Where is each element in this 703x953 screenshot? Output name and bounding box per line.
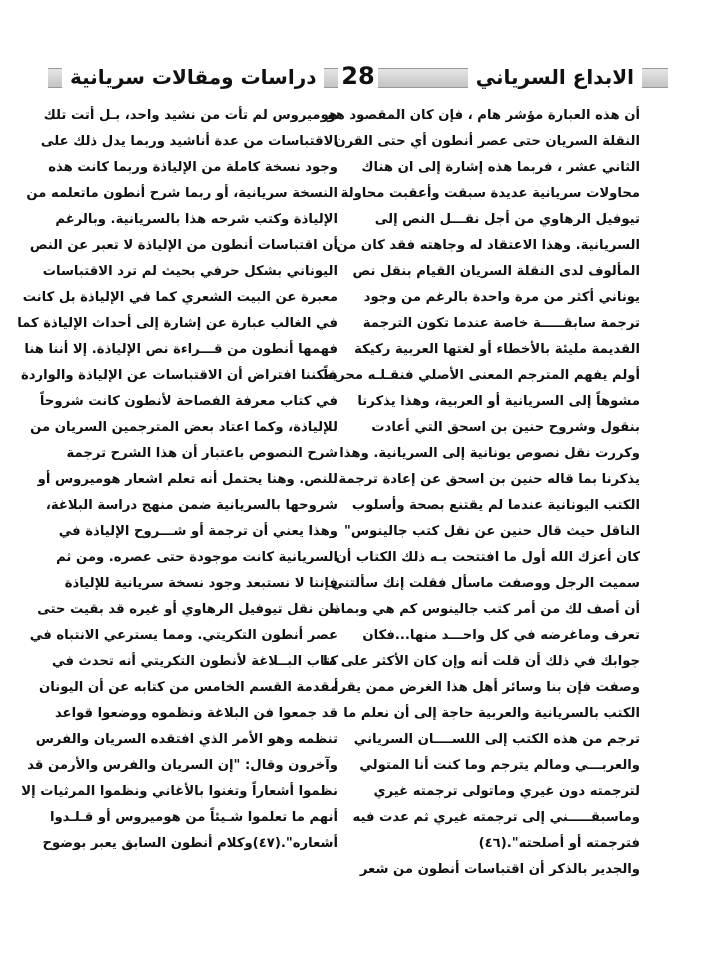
text-line: فترجمته أو أصلحته".(٤٦) bbox=[478, 836, 640, 851]
section-title: دراسات ومقالات سريانية bbox=[62, 63, 324, 91]
text-line: الاقتباسات من عدة أناشيد وربما يدل ذلك على bbox=[40, 134, 338, 149]
text-line: السريانية. وهذا الاعتقاد له وجاهته فقد كان من bbox=[336, 238, 640, 253]
text-line: بنقول وشروح حنين بن اسحق التي أعادت bbox=[371, 420, 640, 435]
text-line: للنص. وهنا يحتمل أنه تعلم اشعار هوميروس أو bbox=[37, 472, 338, 487]
text-line: يوناني أكثر من مرة واحدة بالرغم من وجود bbox=[363, 290, 640, 305]
text-line: قد جمعوا فن البلاغة ونظموه ووضعوا قواعد bbox=[54, 706, 338, 721]
text-line: أنهم ما تعلموا شـيئاً من هوميروس أو قـلـدوا bbox=[49, 810, 338, 825]
text-line: وهذا يعني أن ترجمة أو شـــروح الإلياذة في bbox=[58, 524, 338, 539]
text-line: محاولات سريانية عديدة سبقت وأعقبت محاولة bbox=[340, 186, 640, 201]
text-line: النقلة السريان حتى عصر أنطون أي حتى القرن bbox=[334, 134, 640, 149]
text-line: تنظمه وهو الأمر الذي افتقده السريان والفرس bbox=[35, 732, 338, 747]
text-line: الكتب بالسريانية والعربية حاجة إلى أن نعلم ما bbox=[343, 706, 640, 721]
text-line: وجود نسخة كاملة من الإلياذة وربما كانت هذه bbox=[48, 160, 338, 175]
text-line: المألوف لدى النقلة السريان القيام بنقل نص bbox=[352, 264, 640, 279]
journal-title: الابداع السرياني bbox=[468, 63, 642, 91]
text-line: ترجم من هذه الكتب إلى اللســــان السرياني bbox=[353, 732, 640, 747]
text-line: السريانية كانت موجودة حتى عصره. ومن ثم bbox=[56, 550, 338, 565]
text-line: أولم يفهم المترجم المعنى الأصلي فنقـلـه محرفاً bbox=[323, 368, 640, 383]
text-line: كان أعزك الله أول ما افتتحت بـه ذلك الكتاب أن bbox=[335, 550, 640, 565]
text-line: تيوفيل الرهاوي من أجل نقـــل النص إلى bbox=[374, 212, 640, 227]
text-line: والجدير بالذكر أن اقتباسات أنطون من شعر bbox=[359, 862, 640, 877]
text-line: القديمة مليئة بالأخطاء أو لغتها العربية ركيكة bbox=[354, 342, 640, 357]
text-line: جوابك في ذلك أن قلت أنه وإن كان الأكثر على ما bbox=[323, 654, 640, 669]
text-line: أن هذه العبارة مؤشر هام ، فإن كان المقصود هو bbox=[327, 108, 640, 123]
text-line: الكتب اليونانية عندما لم يقتنع بصحة وأسلوب bbox=[351, 498, 640, 513]
text-line: وكررت نقل نصوص يونانية إلى السريانية. وهذا bbox=[339, 446, 640, 461]
text-line: للإلياذة، وكما اعتاد بعض المترجمين السريان من bbox=[30, 420, 338, 435]
text-line: هوميروس لم تأت من نشيد واحد، بـل أتت تلك bbox=[43, 108, 338, 123]
page-number: 28 bbox=[338, 61, 378, 91]
text-line: عصر أنطون التكريتي. ومما يسترعي الانتباه في bbox=[29, 628, 338, 643]
text-line: تعرف وماغرضه في كل واحـــد منها...فكان bbox=[362, 628, 640, 643]
text-line: مشوهاً إلى السريانية أو العربية، وهذا يذكرنا bbox=[357, 394, 640, 409]
text-line: فإننا لا نستبعد وجود نسخة سريانية للإلياذة bbox=[64, 576, 338, 591]
text-line: نظموا أشعاراً وتغنوا بالأغاني ونظموا المرثيات إلا bbox=[21, 784, 338, 799]
text-line: الإلياذة وكتب شرحه هذا بالسريانية. وبالرغم bbox=[55, 212, 338, 227]
text-line: شرح النصوص باعتبار أن هذا الشرح ترجمة bbox=[66, 446, 338, 461]
left-text-column bbox=[17, 103, 338, 857]
page-header bbox=[48, 62, 668, 92]
text-line: معبرة عن البيت الشعري كما في الإلياذة بل كانت bbox=[22, 290, 338, 305]
text-line: مقدمة القسم الخامس من كتابه عن أن اليونان bbox=[39, 680, 338, 695]
text-line: شروحها بالسريانية ضمن منهج دراسة البلاغة، bbox=[45, 498, 338, 513]
text-line: الناقل حيث قال حنين عن نقل كتب جالينوس" bbox=[344, 524, 640, 539]
text-line: الثاني عشر ، فربما هذه إشارة إلى ان هناك bbox=[361, 160, 640, 175]
text-line: اليوناني بشكل حرفي بحيث لم ترد الاقتباسات bbox=[42, 264, 338, 279]
text-line: أن اقتباسات أنطون من الإلياذة لا تعبر عن النص bbox=[29, 238, 338, 253]
text-line: كتاب البــلاغة لأنطون التكريتي أنه تحدث في bbox=[51, 654, 338, 669]
text-line: وآخرون وقال: "إن السريان والفرس والأرمن قد bbox=[27, 758, 338, 773]
text-line: النسخة سريانية، أو ربما شرح أنطون ماتعلمه من bbox=[26, 186, 338, 201]
text-line: وماسبقـــــني إلى ترجمته غيري ثم عدت فيه bbox=[352, 810, 640, 825]
text-line: وصفت فإن بنا وسائر أهل هذا الغرض ممن يقرأ bbox=[333, 680, 640, 695]
text-line: ترجمة سابقـــــة خاصة عندما تكون الترجمة bbox=[362, 316, 640, 331]
text-line: في الغالب عبارة عن إشارة إلى أحداث الإلياذة كما bbox=[17, 316, 338, 331]
text-line: يمكننا افتراض أن الاقتباسات عن الإلياذة والواردة bbox=[20, 368, 338, 383]
text-line: أشعاره".(٤٧)وكلام أنطون السابق يعبر بوضوح bbox=[42, 836, 338, 851]
text-line: أن أصف لك من أمر كتب جالينوس كم هي وبماذا bbox=[329, 602, 640, 617]
text-line: لترجمته دون غيري وماتولى ترجمته غيري bbox=[373, 784, 640, 799]
text-line: سميت الرجل ووصفت ماسأل فقلت إنك سألتني bbox=[331, 576, 640, 591]
text-line: في كتاب معرفة الفصاحة لأنطون كانت شروحاً bbox=[39, 394, 338, 409]
text-line: من نقل تيوفيل الرهاوي أو غيره قد بقيت حتى bbox=[37, 602, 338, 617]
text-line: فهمها أنطون من قـــراءة نص الإلياذة. إلا أننا هنا bbox=[24, 342, 338, 357]
right-text-column bbox=[323, 103, 640, 883]
text-line: يذكرنا بما قاله حنين بن اسحق عن إعادة ترجمة bbox=[338, 472, 640, 487]
text-line: والعربـــي ومالم يترجم وما كنت أنا المتولي bbox=[359, 758, 640, 773]
